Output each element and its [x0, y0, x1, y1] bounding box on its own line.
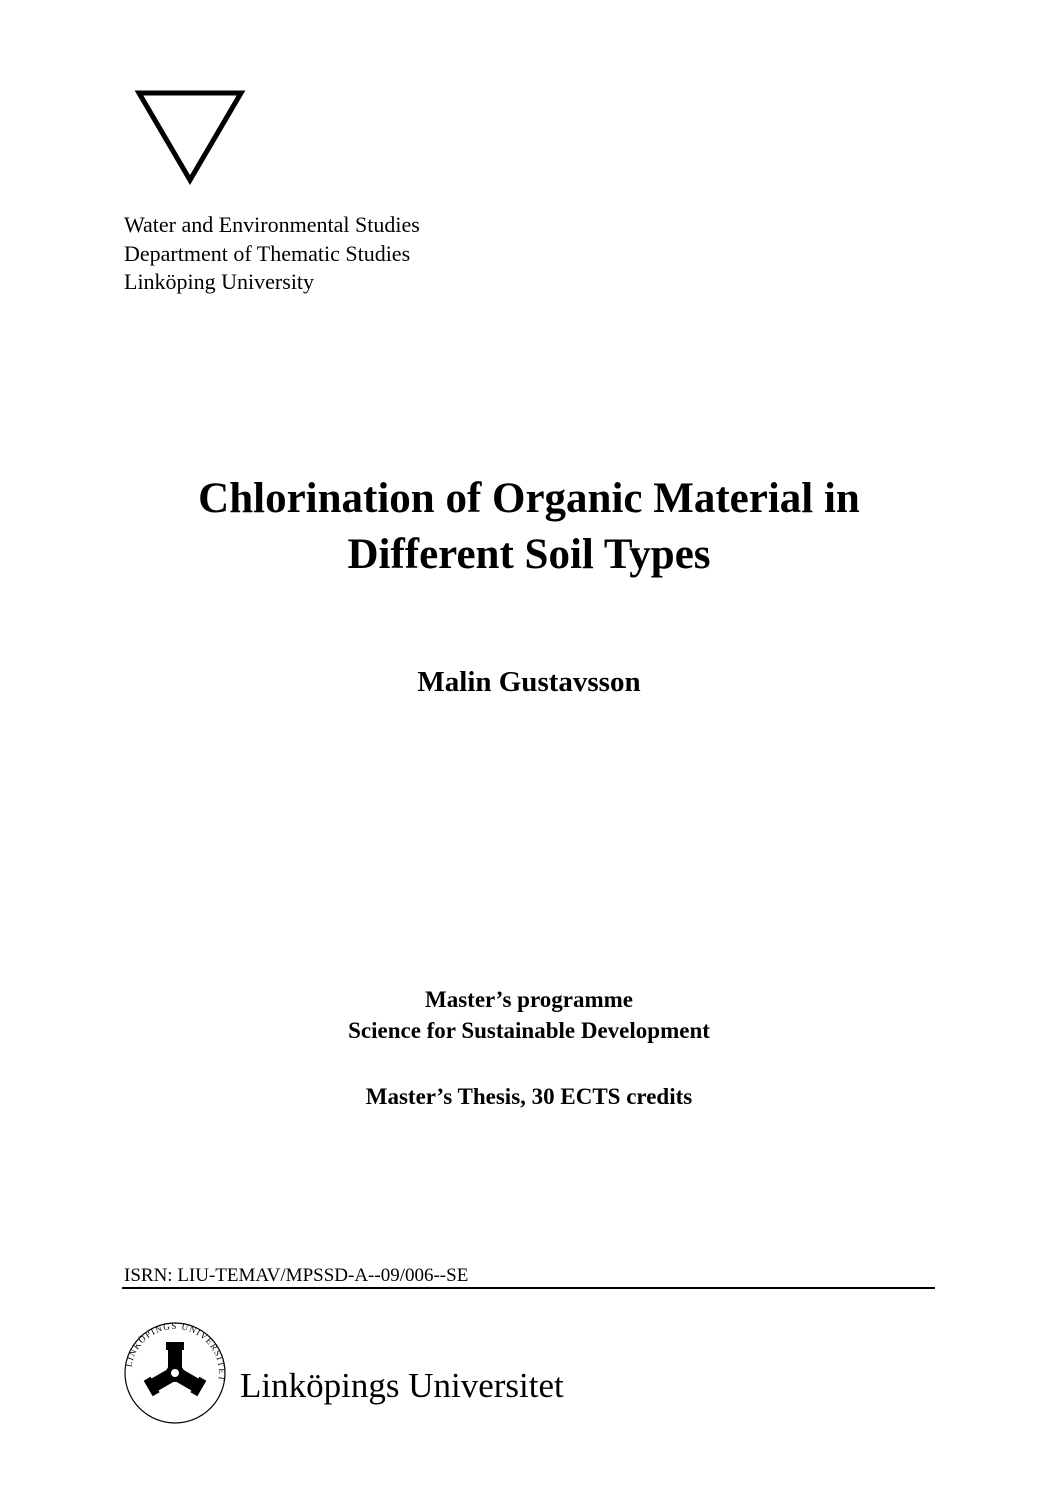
affiliation-line: Linköping University — [124, 269, 315, 294]
programme-block — [0, 984, 1058, 1046]
university-seal-icon — [122, 1320, 228, 1426]
title-line: Chlorination of Organic Material in — [198, 475, 860, 522]
isrn-number: ISRN: LIU-TEMAV/MPSSD-A--09/006--SE — [124, 1265, 469, 1286]
university-name: Linköpings Universitet — [240, 1366, 564, 1405]
programme-name: Science for Sustainable Development — [348, 1018, 710, 1043]
triangle-logo-icon — [134, 88, 246, 186]
seal-text: LINKÖPINGS UNIVERSITET — [123, 1320, 228, 1383]
affiliation-block — [124, 211, 420, 297]
programme-line: Master’s programme — [425, 987, 633, 1012]
thesis-credits: Master’s Thesis, 30 ECTS credits — [365, 1084, 693, 1109]
author-name: Malin Gustavsson — [417, 666, 641, 698]
affiliation-line: Water and Environmental Studies — [124, 212, 420, 237]
affiliation-line: Department of Thematic Studies — [124, 240, 411, 266]
title-line: Different Soil Types — [347, 531, 711, 578]
thesis-title — [0, 471, 1058, 583]
divider-rule — [122, 1287, 935, 1289]
